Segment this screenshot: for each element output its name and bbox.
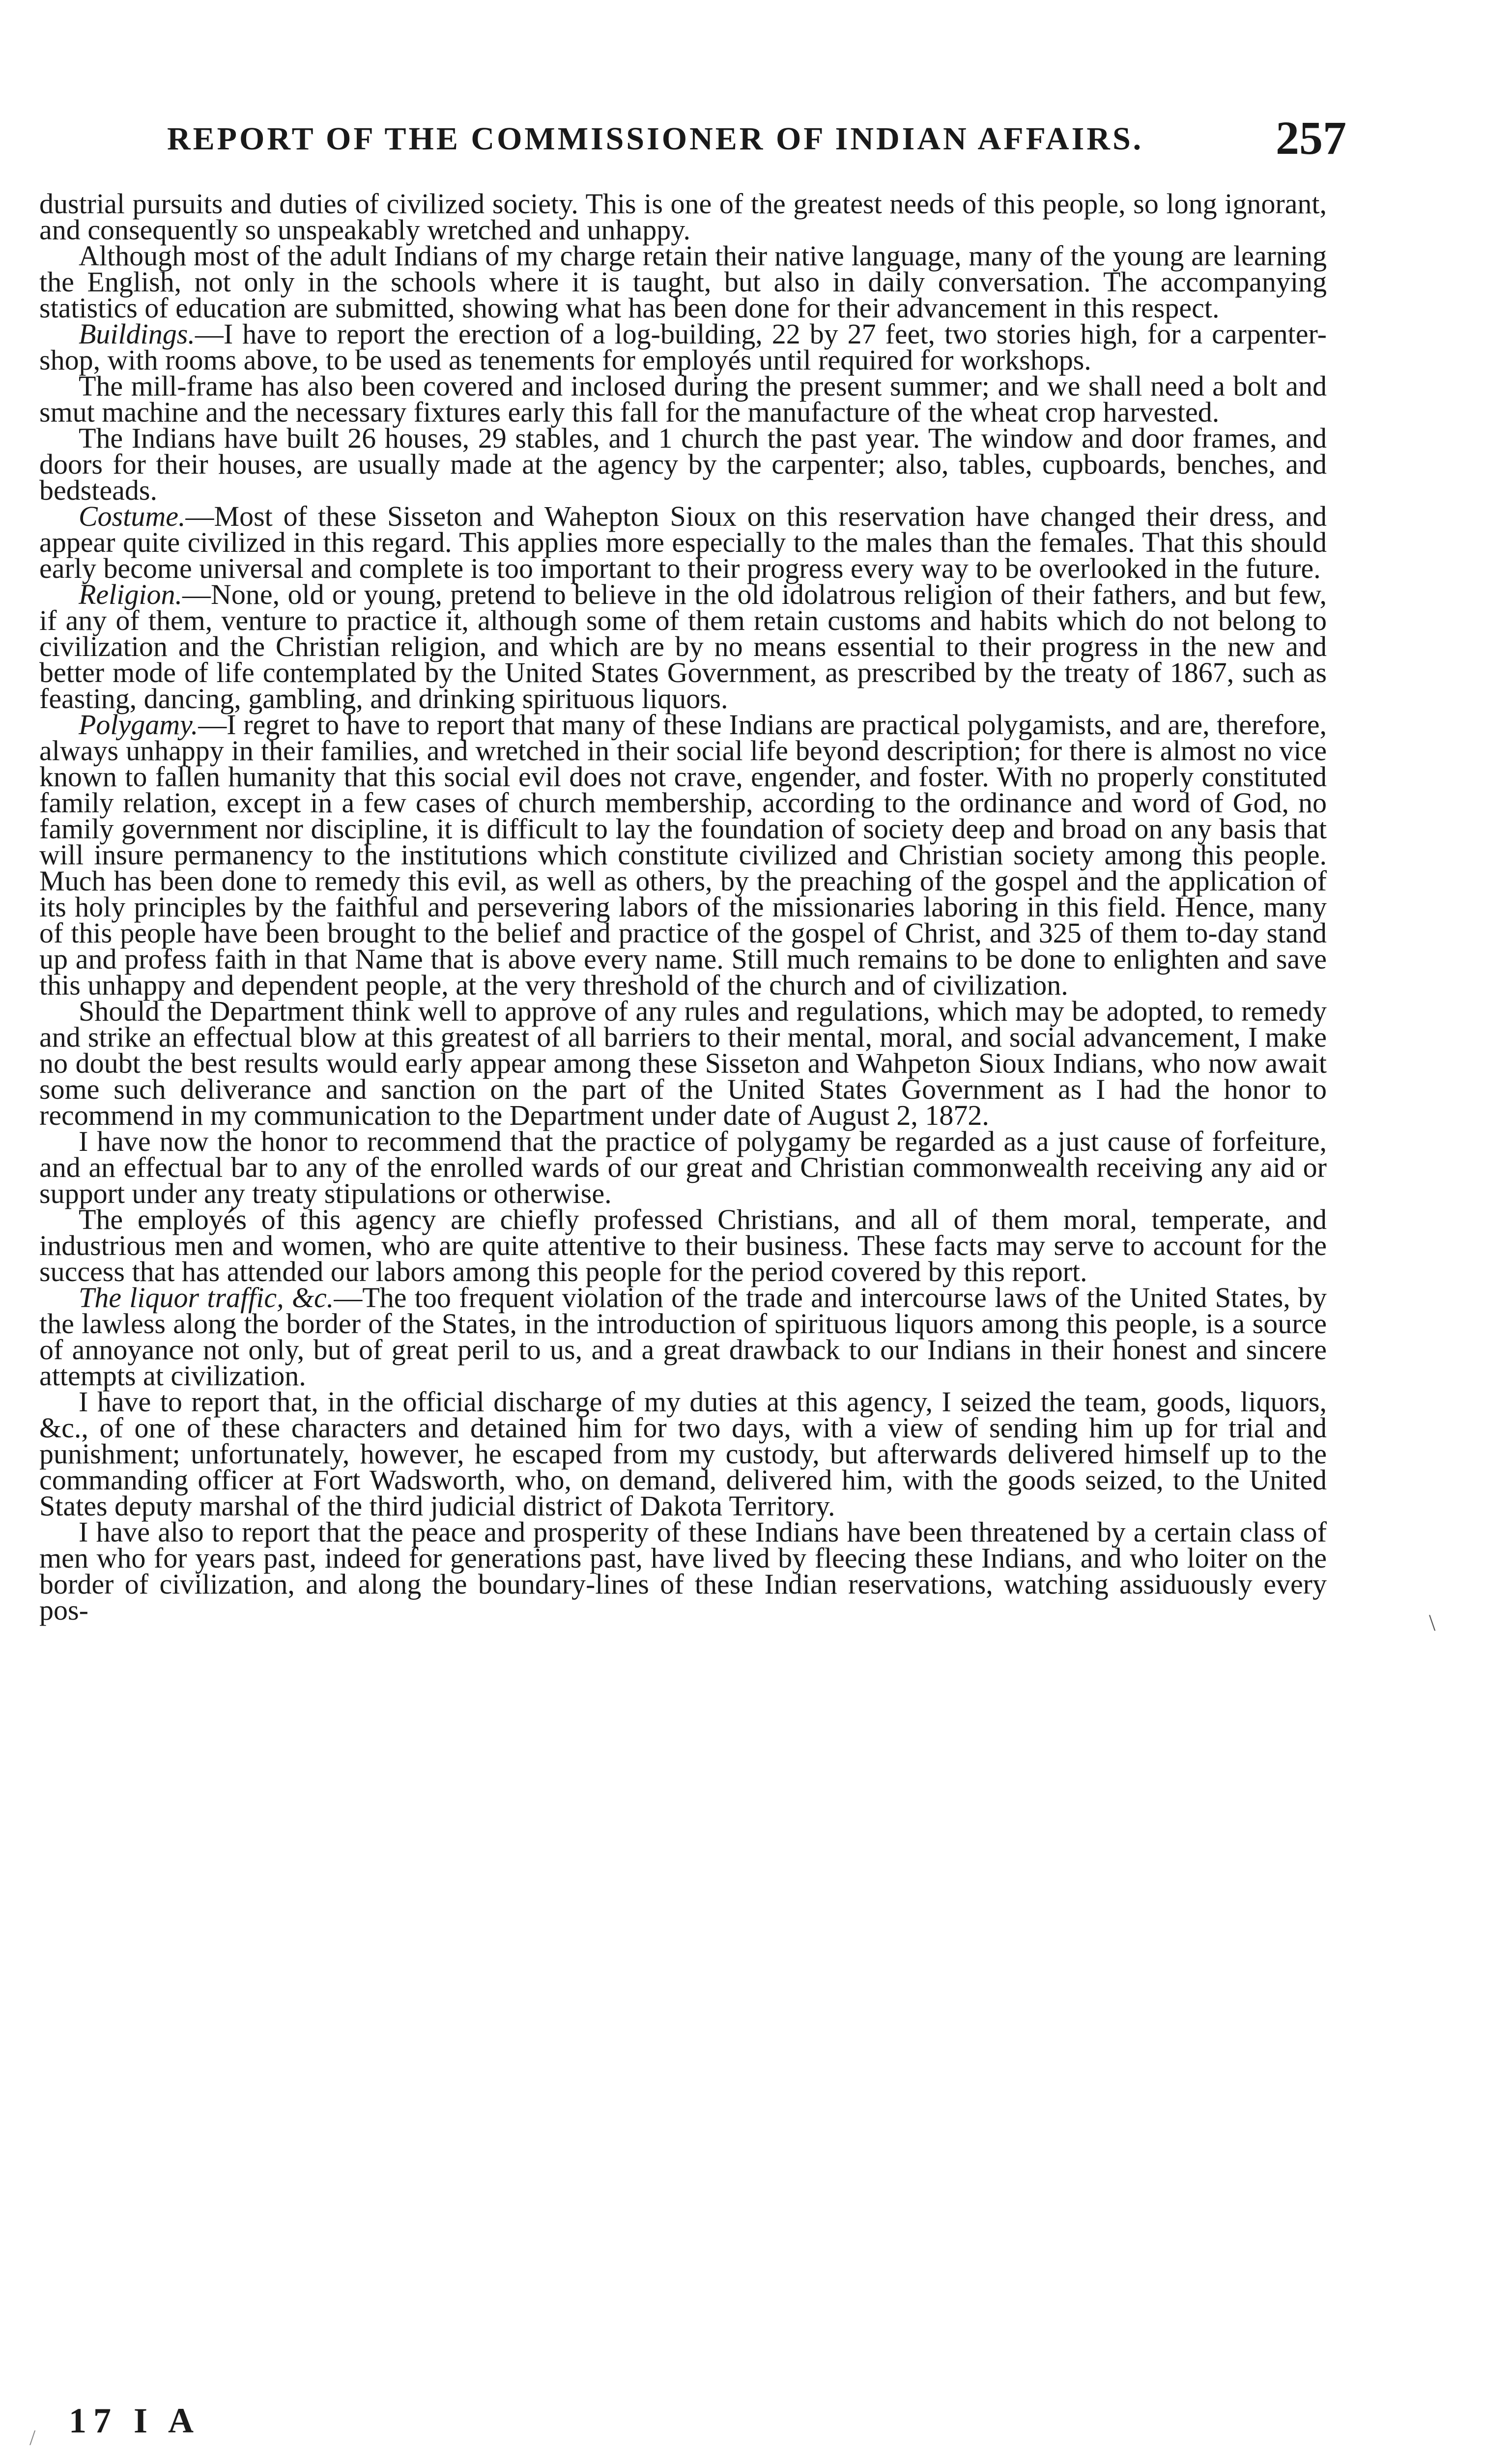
body-text — [39, 188, 1327, 1626]
paragraph-text: —The too frequent violation of the trade and intercourse laws of the United States, by the lawless along the border of the States, in the introduction of spirituous liquors among this people, is a source of annoyance not only, but of great peril to us, and a great drawback to our Indians in their honest and sincere attempts at civilization. — [39, 1282, 1327, 1392]
running-header — [167, 111, 1346, 165]
margin-tick-mark: \ — [1429, 1610, 1436, 1636]
paragraph-text: The mill-frame has also been covered and inclosed during the present summer; and we shall need a bolt and smut machine and the necessary fixtures early this fall for the manufacture of the wheat crop harvested. — [39, 370, 1327, 428]
paragraph-text: I have also to report that the peace and prosperity of these Indians have been threatened by a certain class of men who for years past, indeed for generations past, have lived by fleecing these Indians, and who loiter on the border of civilization, and along the boundary-lines of these Indian reservations, watching assiduously every pos- — [39, 1516, 1327, 1626]
paragraph-text: —None, old or young, pretend to believe in the old idolatrous religion of their fathers, and but few, if any of them, venture to practice it, although some of them retain customs and habits which do not belong to civilization and the Christian religion, and which are by no means essential to their progress in the new and better mode of life contemplated by the United States Government, as prescribed by the treaty of 1867, such as feasting, dancing, gambling, and drinking spirituous liquors. — [39, 578, 1327, 714]
paragraph — [39, 422, 1327, 506]
paragraph — [39, 370, 1327, 428]
paragraph — [39, 1125, 1327, 1209]
paragraph — [39, 578, 1327, 714]
section-heading: Costume. — [79, 500, 186, 532]
paragraph — [39, 318, 1327, 376]
paragraph-text: I have now the honor to recommend that the practice of polygamy be regarded as a just cause of forfeiture, and an effectual bar to any of the enrolled wards of our great and Christian commonwealth receiving any aid or support under any treaty stipulations or otherwise. — [39, 1125, 1327, 1209]
paragraph-text: dustrial pursuits and duties of civilized society. This is one of the greatest needs of this people, so long ignorant, and consequently so unspeakably wretched and unhappy. — [39, 188, 1327, 246]
paragraph-text: Should the Department think well to approve of any rules and regulations, which may be adopted, to remedy and strike an effectual blow at this greatest of all barriers to their mental, moral, and social advancement, I make no doubt the best results would early appear among these Sisseton and Wahpeton Sioux Indians, who now await some such deliverance and sanction on the part of the United States Government as I had the honor to recommend in my communication to the Department under date of August 2, 1872. — [39, 995, 1327, 1131]
paragraph-text: Although most of the adult Indians of my charge retain their native language, many of the young are learning the English, not only in the schools where it is taught, but also in daily conversation. The accompanying statistics of education are submitted, showing what has been done for their advancement in this respect. — [39, 240, 1327, 324]
paragraph — [39, 1203, 1327, 1287]
paragraph-text: —I have to report the erection of a log-building, 22 by 27 feet, two stories high, for a carpenter-shop, with rooms above, to be used as tenements for employés until required for workshops. — [39, 318, 1327, 376]
page-number: 257 — [1276, 112, 1346, 164]
margin-mark: / — [29, 2426, 36, 2450]
paragraph — [39, 188, 1327, 246]
paragraph-text: —I regret to have to report that many of these Indians are practical polygamists, and are, therefore, always unhappy in their families, and wretched in their social life beyond description; for there is almost no vice known to fallen humanity that this social evil does not crave, engender, and foster. With no properly constituted family relation, except in a few cases of church membership, according to the ordinance and word of God, no family government nor discipline, it is difficult to lay the foundation of society deep and broad on any basis that will insure permanency to the institutions which constitute civilized and Christian society among this people. Much has been done to remedy this evil, as well as others, by the preaching of the gospel and the application of its holy principles by the faithful and persevering labors of the missionaries laboring in this field. Hence, many of this people have been brought to the belief and practice of the gospel of Christ, and 325 of them to-day stand up and profess faith in that Name that is above every name. Still much remains to be done to enlighten and save this unhappy and dependent people, at the very threshold of the church and of civilization. — [39, 709, 1327, 1001]
section-heading: The liquor traffic, &c. — [79, 1282, 334, 1314]
paragraph — [39, 1516, 1327, 1626]
paragraph-text: The employés of this agency are chiefly professed Christians, and all of them moral, temperate, and industrious men and women, who are quite attentive to their business. These facts may serve to account for the success that has attended our labors among this people for the period covered by this report. — [39, 1203, 1327, 1287]
section-heading: Religion. — [79, 578, 183, 610]
section-heading: Polygamy. — [79, 709, 199, 741]
paragraph — [39, 240, 1327, 324]
signature-mark: 17 I A — [69, 2401, 201, 2440]
paragraph — [39, 1386, 1327, 1522]
paragraph — [39, 1282, 1327, 1392]
section-heading: Buildings. — [79, 318, 195, 350]
paragraph-text: I have to report that, in the official discharge of my duties at this agency, I seized the team, goods, liquors, &c., of one of these characters and detained him for two days, with a view of sending him up for trial and punishment; unfortunately, however, he escaped from my custody, but afterwards delivered himself up to the commanding officer at Fort Wadsworth, who, on demand, delivered him, with the goods seized, to the United States deputy marshal of the third judicial district of Dakota Territory. — [39, 1386, 1327, 1522]
paragraph — [39, 500, 1327, 584]
paragraph-text: The Indians have built 26 houses, 29 stables, and 1 church the past year. The window and door frames, and doors for their houses, are usually made at the agency by the carpenter; also, tables, cupboards, benches, and bedsteads. — [39, 422, 1327, 506]
paragraph-text: —Most of these Sisseton and Wahepton Sioux on this reservation have changed their dress, and appear quite civilized in this regard. This applies more especially to the males than the females. That this should early become universal and complete is too important to their progress every way to be overlooked in the future. — [39, 500, 1327, 584]
paragraph — [39, 709, 1327, 1001]
running-title: REPORT OF THE COMMISSIONER OF INDIAN AFFAIRS. — [167, 121, 1144, 157]
paragraph — [39, 995, 1327, 1131]
